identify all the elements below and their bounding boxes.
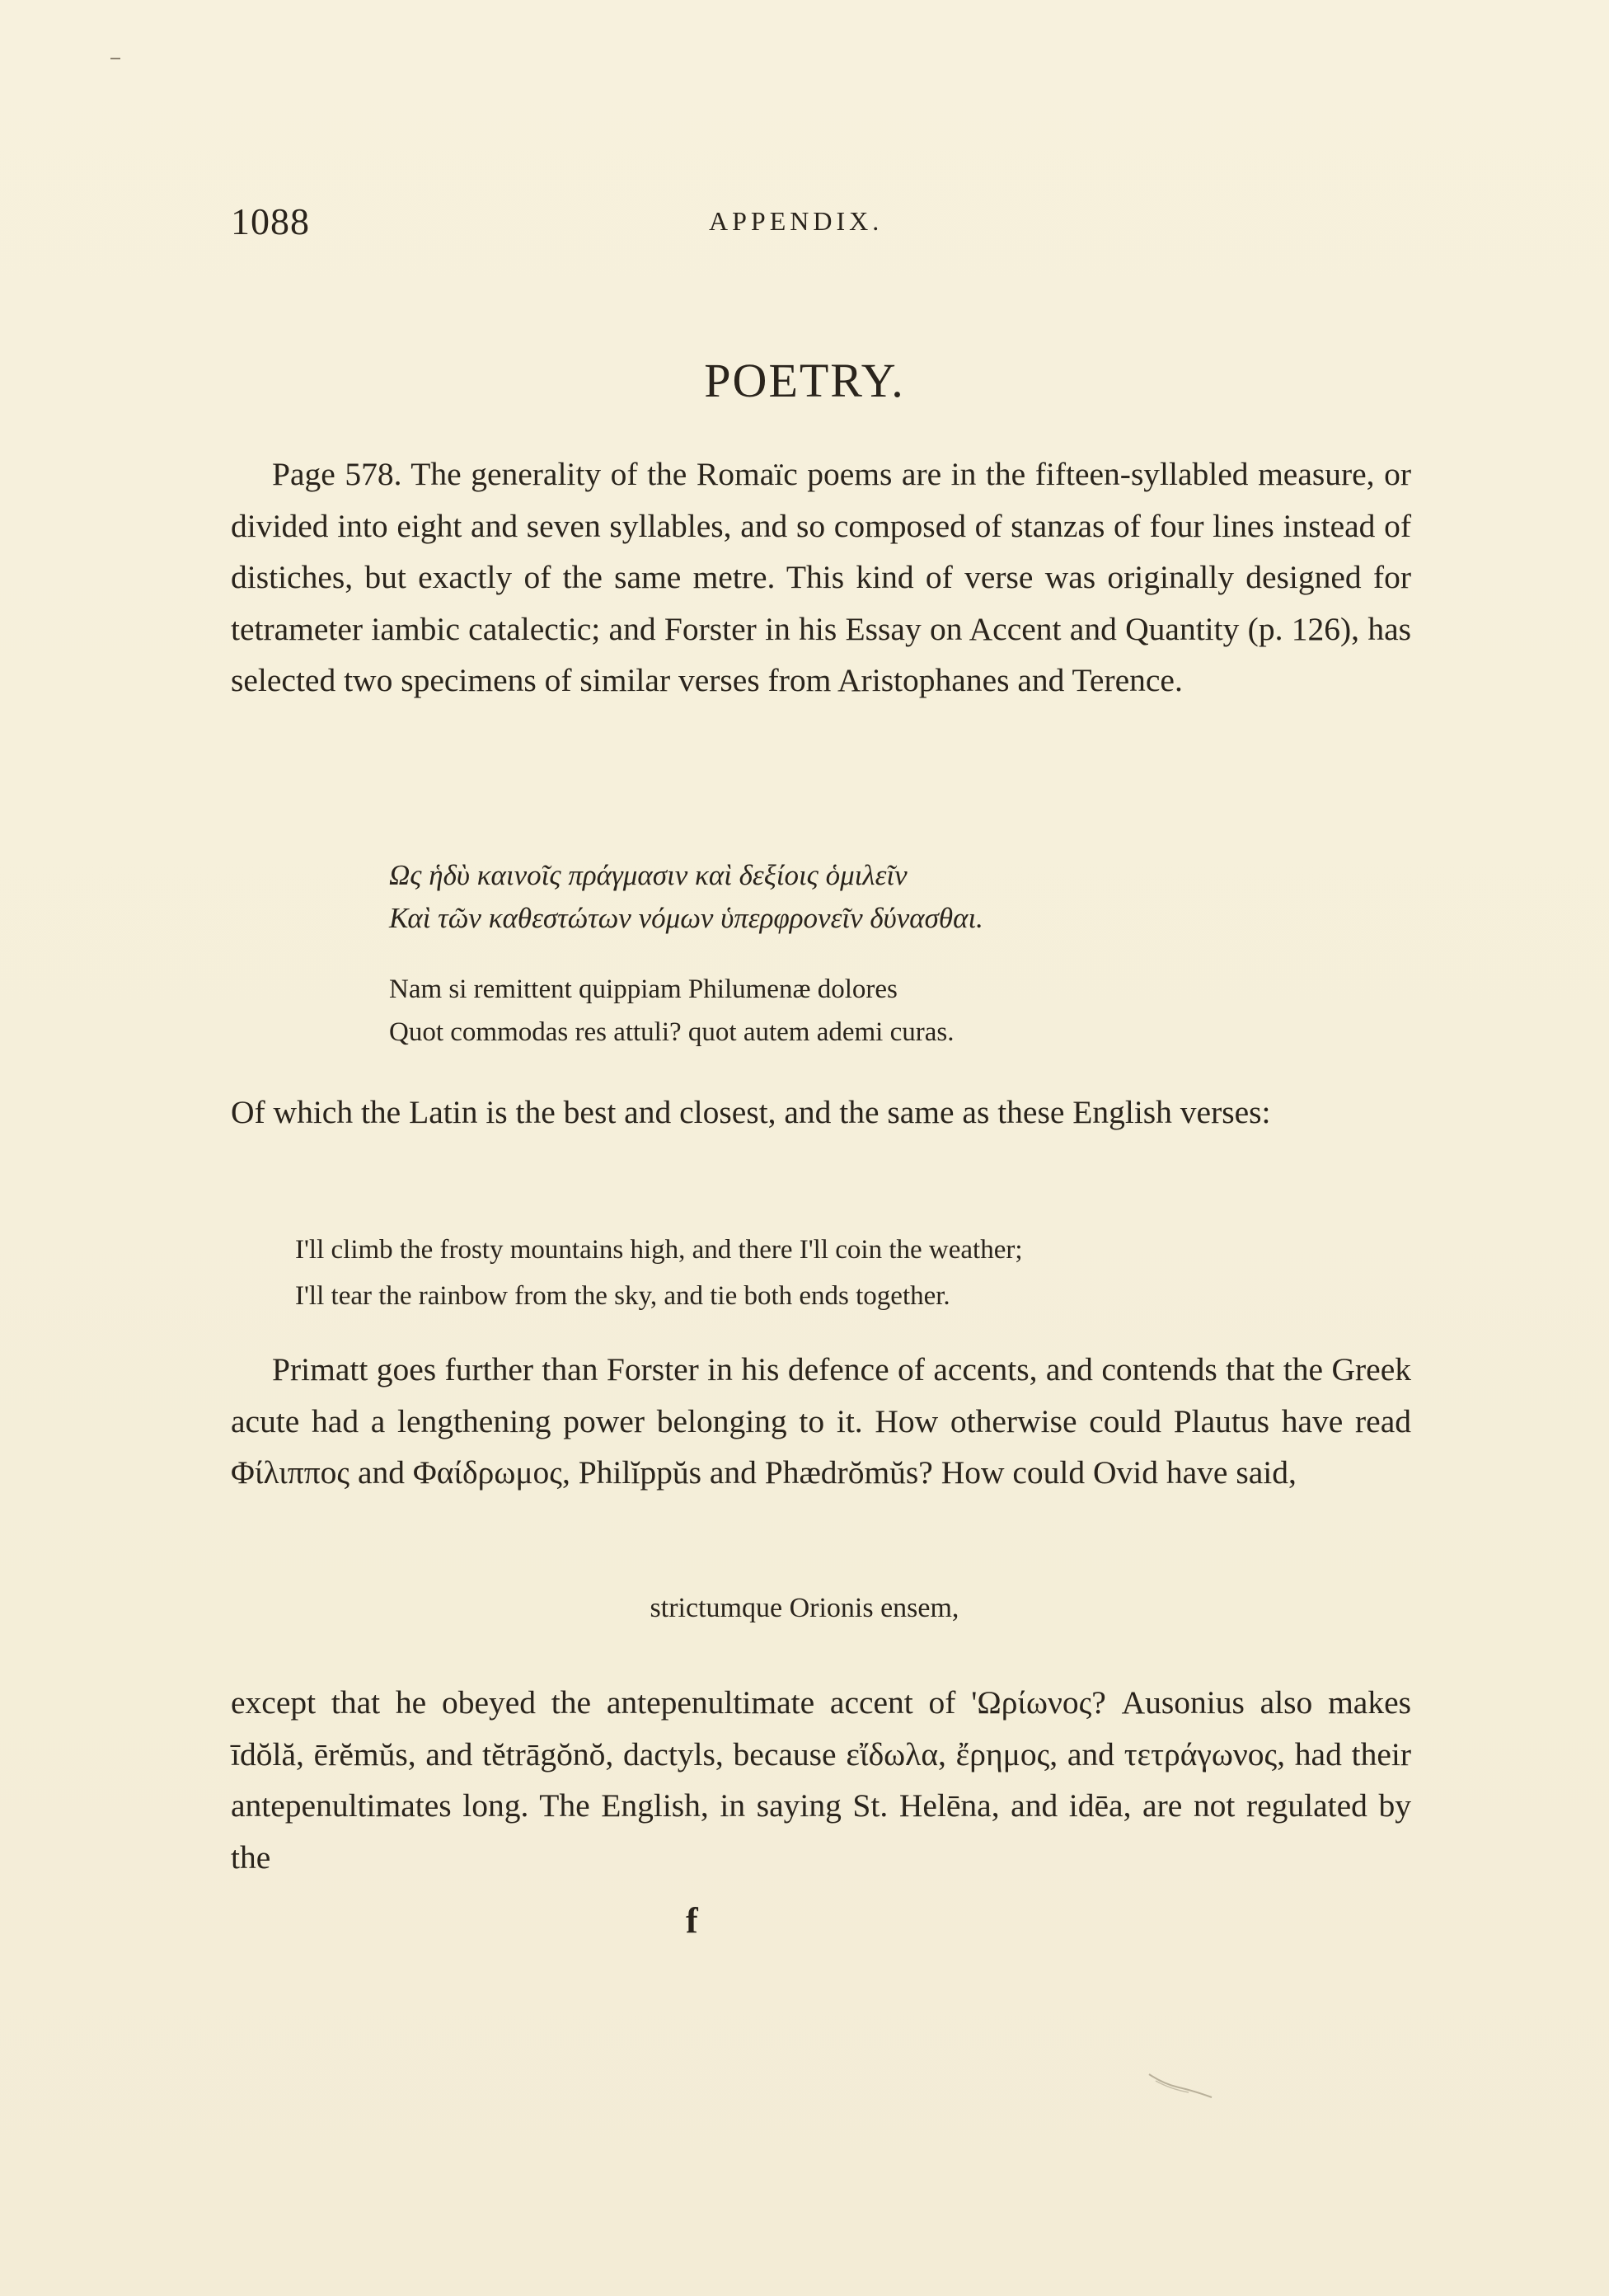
greek-verse-line: Καὶ τῶν καθεστώτων νόμων ὑπερφρονεῖν δύνασθαι.	[389, 902, 983, 934]
ovid-quotation: strictumque Orionis ensem,	[650, 1593, 959, 1623]
english-verse-line: I'll climb the frosty mountains high, and there I'll coin the weather;	[295, 1235, 1023, 1265]
english-verse-line: I'll tear the rainbow from the sky, and tie both ends together.	[295, 1281, 950, 1311]
section-title: POETRY.	[704, 354, 905, 407]
english-verse-block	[295, 1227, 1023, 1319]
paragraph-comparison: Of which the Latin is the best and closest, and the same as these English verses:	[231, 1094, 1271, 1130]
paragraph-intro-text: Page 578. The generality of the Romaïc poems are in the fifteen-syllabled measure, or divided into eight and seven syllables, and so composed of stanzas of four lines instead of distiches, but exactly of the same metre. This kind of verse was originally designed for tetrameter iambic catalectic; and Forster in his Essay on Accent and Quantity (p. 126), has selected two specimens of similar verses from Aristophanes and Terence.	[231, 456, 1411, 698]
paragraph-ausonius: except that he obeyed the antepenultimate accent of 'Ωρίωνος? Ausonius also makes īdŏlă, ērĕmŭs, and tĕtrāgŏnŏ, dactyls, because εἴδωλα, ἔρημος, and τετράγωνος, had their antepenultimates long. The English, in saying St. Helēna, and idēa, are not regulated by the	[231, 1684, 1411, 1876]
latin-verse-block	[389, 968, 954, 1054]
latin-verse-line: Quot commodas res attuli? quot autem ademi curas.	[389, 1017, 955, 1047]
page-number: 1088	[231, 200, 310, 242]
latin-verse-line: Nam si remittent quippiam Philumenæ dolores	[389, 974, 898, 1004]
running-head: APPENDIX.	[709, 206, 884, 236]
signature-mark: f	[686, 1900, 698, 1941]
greek-verse-block	[389, 854, 983, 940]
paragraph-primatt-text: Primatt goes further than Forster in his defence of accents, and contends that the Greek acute had a lengthening power belonging to it. How otherwise could Plautus have read Φίλιππος and Φαίδρωμος, Philĭppŭs and Phædrŏmŭs? How could Ovid have said,	[231, 1351, 1411, 1491]
ink-smudge	[1147, 2069, 1213, 2102]
paragraph-intro	[231, 448, 1411, 707]
margin-mark	[110, 58, 120, 59]
page-header	[231, 200, 1418, 249]
paragraph-primatt	[231, 1344, 1411, 1499]
greek-verse-line: Ως ἡδὺ καινοῖς πράγμασιν καὶ δεξίοις ὁμιλεῖν	[389, 859, 908, 891]
